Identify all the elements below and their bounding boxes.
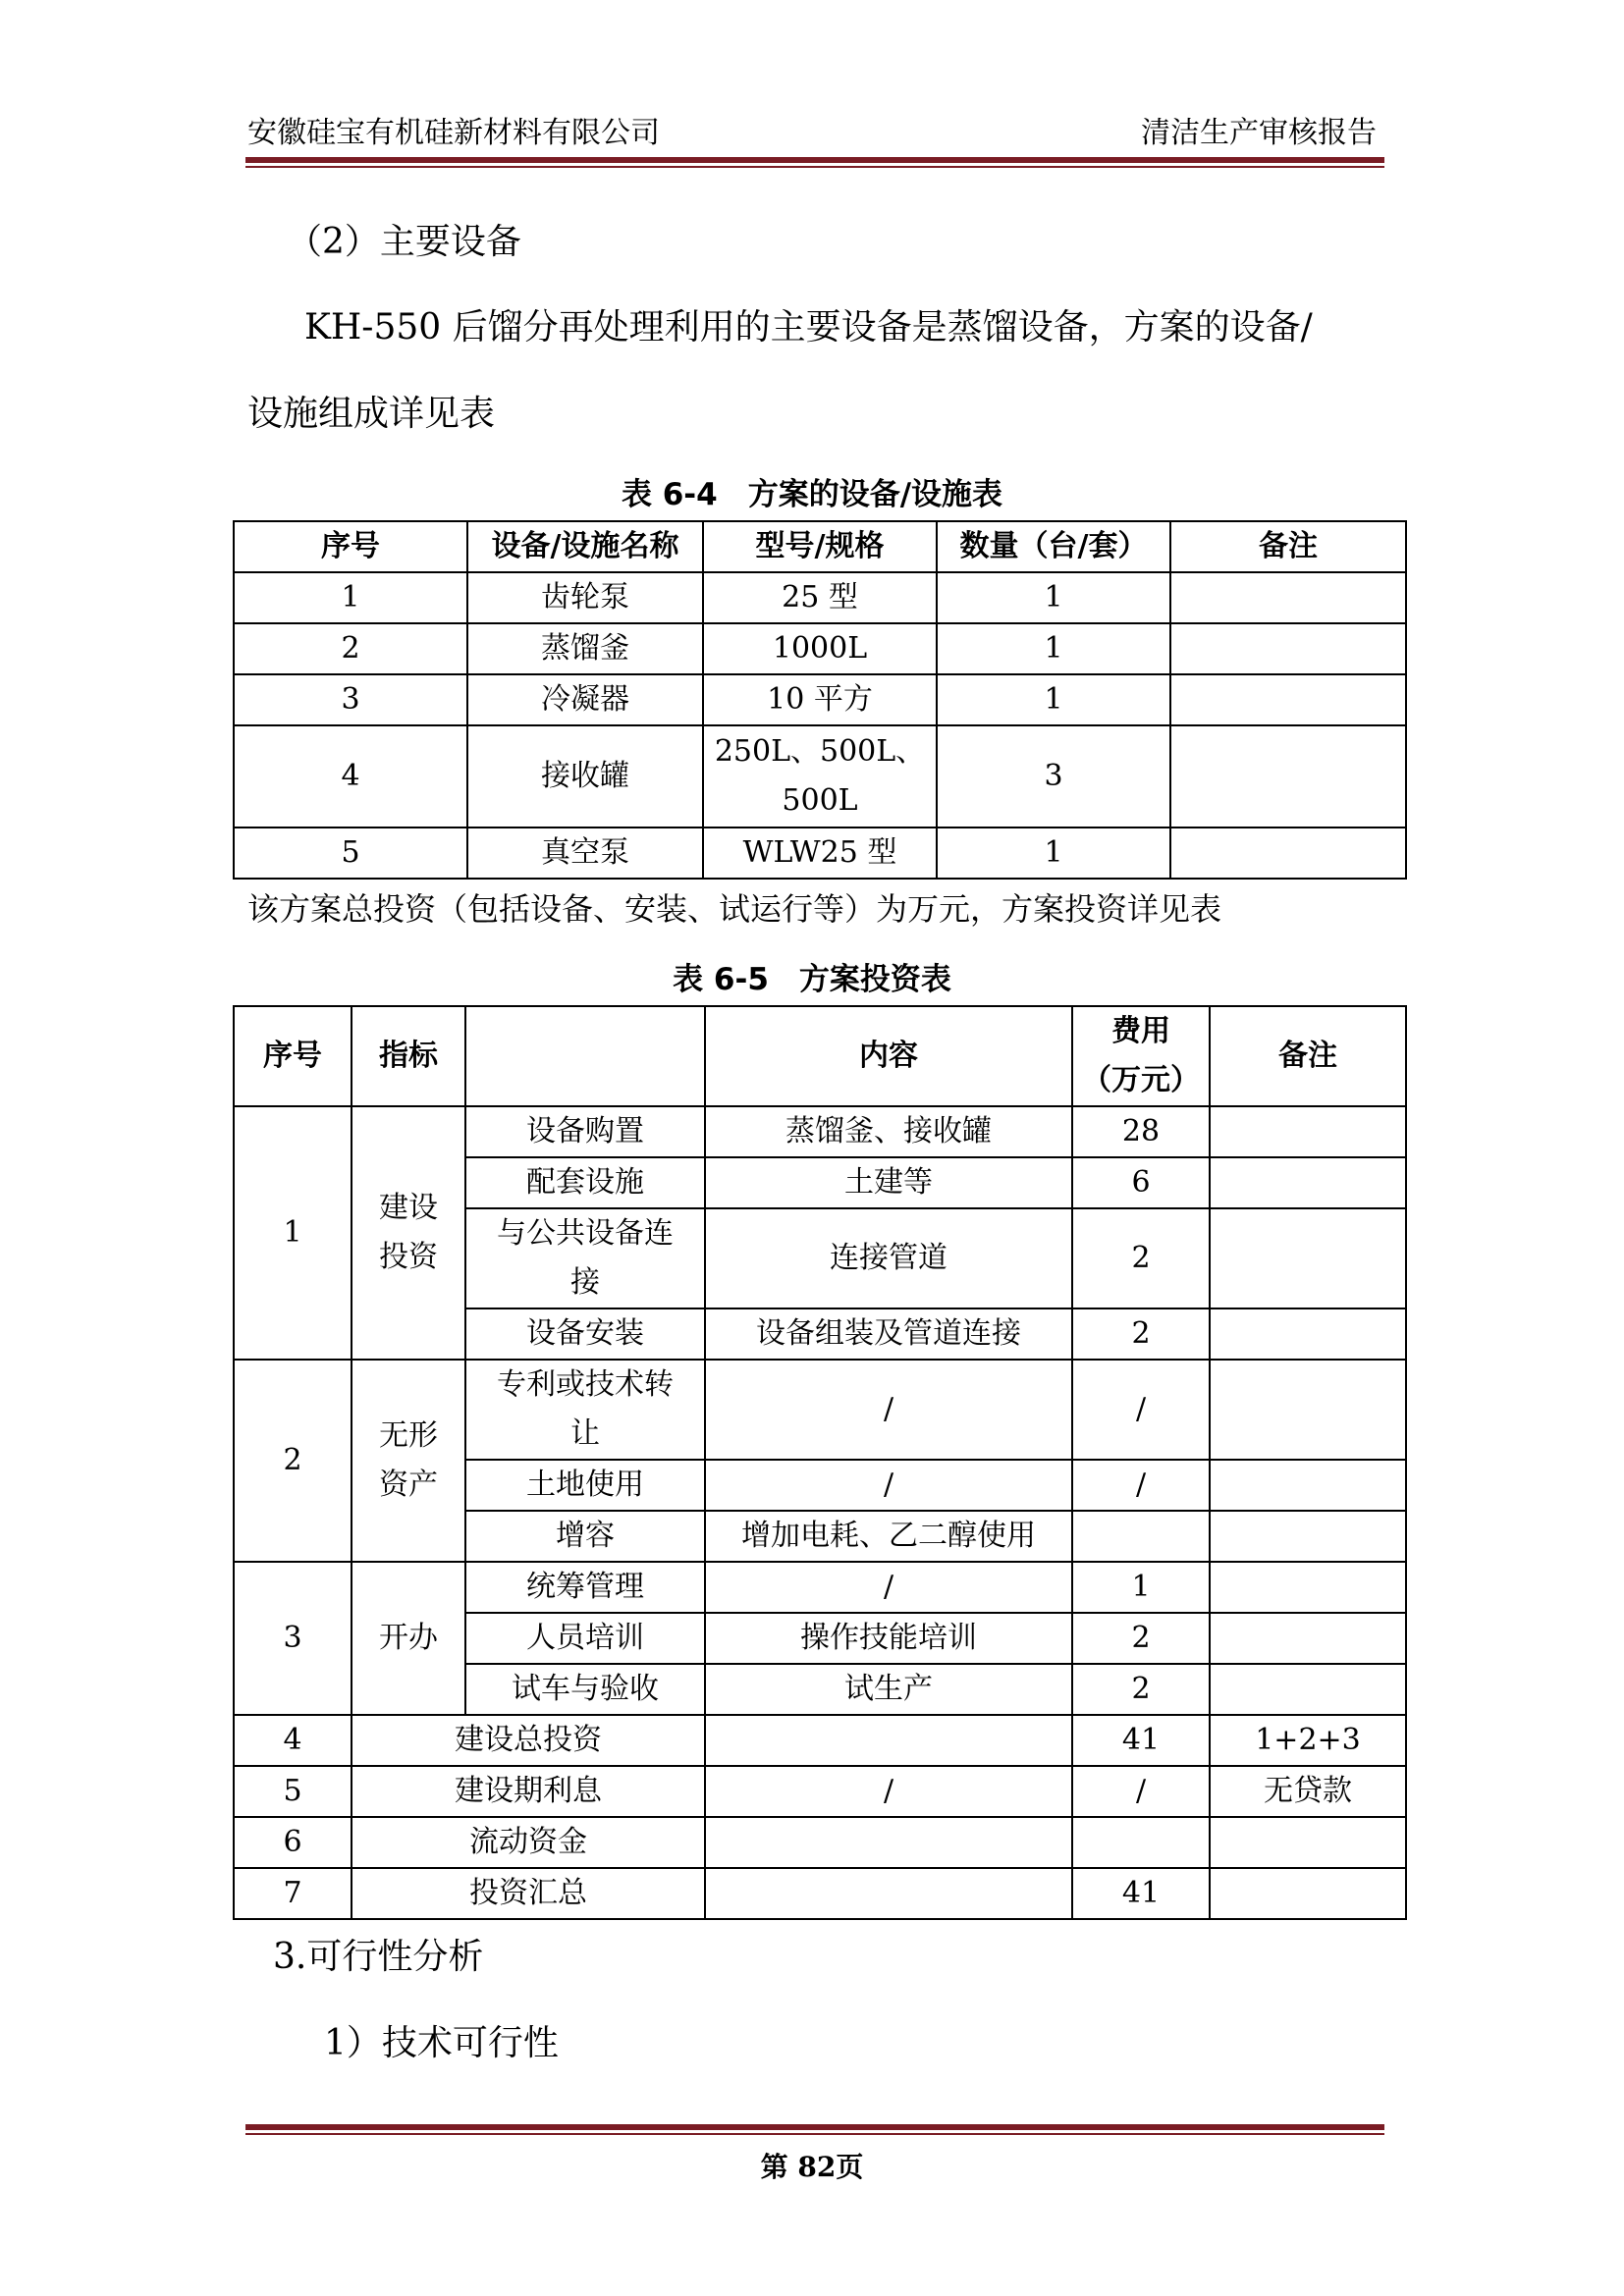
cell-no: 4 bbox=[234, 1715, 352, 1766]
cell-content bbox=[705, 1817, 1072, 1868]
table-row bbox=[234, 1360, 1406, 1460]
cell-content: 试生产 bbox=[705, 1664, 1072, 1715]
col-header-remark: 备注 bbox=[1170, 521, 1406, 572]
cell-remark bbox=[1210, 1308, 1406, 1360]
cell-remark bbox=[1170, 725, 1406, 828]
indicator-line2: 资产 bbox=[379, 1468, 438, 1502]
cell-no: 2 bbox=[234, 1360, 352, 1562]
equipment-paragraph-line2: 设施组成详见表 bbox=[247, 394, 496, 434]
table-row bbox=[234, 725, 1406, 828]
cell-spec: 10 平方 bbox=[703, 674, 937, 725]
cell-cost: 2 bbox=[1072, 1308, 1210, 1360]
cell-item: 投资汇总 bbox=[352, 1868, 705, 1919]
table-header-row bbox=[234, 1006, 1406, 1106]
table-row bbox=[234, 1562, 1406, 1613]
cell-cost: 41 bbox=[1072, 1868, 1210, 1919]
indicator-line1: 无形 bbox=[379, 1418, 438, 1453]
col-header-content: 内容 bbox=[705, 1006, 1072, 1106]
cell-no: 1 bbox=[234, 1106, 352, 1360]
header-report-title: 清洁生产审核报告 bbox=[1141, 116, 1377, 150]
cell-no: 2 bbox=[234, 623, 467, 674]
cell-name: 真空泵 bbox=[467, 828, 703, 879]
cell-remark bbox=[1170, 828, 1406, 879]
col-header-indicator: 指标 bbox=[352, 1006, 465, 1106]
cell-spec-line1: 250L、500L、 bbox=[714, 734, 926, 769]
cell-cost: 2 bbox=[1072, 1664, 1210, 1715]
cell-item bbox=[465, 1208, 705, 1308]
cell-content: 增加电耗、乙二醇使用 bbox=[705, 1511, 1072, 1562]
equipment-paragraph-line1: KH-550 后馏分再处理利用的主要设备是蒸馏设备，方案的设备/ bbox=[304, 307, 1313, 347]
cell-item: 建设总投资 bbox=[352, 1715, 705, 1766]
cell-no: 4 bbox=[234, 725, 467, 828]
item-line2: 让 bbox=[570, 1416, 600, 1451]
cell-no: 7 bbox=[234, 1868, 352, 1919]
col-header-item bbox=[465, 1006, 705, 1106]
cell-item: 建设期利息 bbox=[352, 1766, 705, 1817]
cell-item: 试车与验收 bbox=[465, 1664, 705, 1715]
cell-remark bbox=[1210, 1613, 1406, 1664]
cell-item: 配套设施 bbox=[465, 1157, 705, 1208]
header-rule-thin bbox=[245, 166, 1384, 168]
table-row bbox=[234, 674, 1406, 725]
cell-remark: 无贷款 bbox=[1210, 1766, 1406, 1817]
cell-content: 蒸馏釜、接收罐 bbox=[705, 1106, 1072, 1157]
cell-no: 6 bbox=[234, 1817, 352, 1868]
cell-indicator bbox=[352, 1360, 465, 1562]
cell-cost: / bbox=[1072, 1360, 1210, 1460]
table-row bbox=[234, 1868, 1406, 1919]
col-header-name: 设备/设施名称 bbox=[467, 521, 703, 572]
item-line1: 专利或技术转 bbox=[497, 1367, 674, 1402]
cell-remark bbox=[1210, 1562, 1406, 1613]
cell-remark: 1+2+3 bbox=[1210, 1715, 1406, 1766]
cell-spec: WLW25 型 bbox=[703, 828, 937, 879]
cell-content: / bbox=[705, 1460, 1072, 1511]
cell-no: 1 bbox=[234, 572, 467, 623]
cell-name: 接收罐 bbox=[467, 725, 703, 828]
cell-qty: 1 bbox=[937, 828, 1170, 879]
cell-content: / bbox=[705, 1360, 1072, 1460]
cell-content: 连接管道 bbox=[705, 1208, 1072, 1308]
col-header-no: 序号 bbox=[234, 1006, 352, 1106]
cell-remark bbox=[1210, 1664, 1406, 1715]
cell-name: 冷凝器 bbox=[467, 674, 703, 725]
cell-remark bbox=[1210, 1208, 1406, 1308]
cell-content bbox=[705, 1868, 1072, 1919]
cell-item: 统筹管理 bbox=[465, 1562, 705, 1613]
cell-content bbox=[705, 1715, 1072, 1766]
cell-remark bbox=[1210, 1106, 1406, 1157]
cell-content: 土建等 bbox=[705, 1157, 1072, 1208]
equipment-heading: （2）主要设备 bbox=[287, 222, 521, 262]
cell-content: 操作技能培训 bbox=[705, 1613, 1072, 1664]
cell-item: 设备安装 bbox=[465, 1308, 705, 1360]
cell-spec-line2: 500L bbox=[782, 783, 858, 818]
investment-paragraph: 该方案总投资（包括设备、安装、试运行等）为万元，方案投资详见表 bbox=[247, 890, 1222, 928]
cell-spec: 1000L bbox=[703, 623, 937, 674]
page-number: 第 82页 bbox=[760, 2151, 864, 2183]
col-header-spec: 型号/规格 bbox=[703, 521, 937, 572]
table-header-row bbox=[234, 521, 1406, 572]
cost-header-line1: 费用 bbox=[1111, 1014, 1170, 1048]
header-rule bbox=[245, 157, 1384, 163]
col-header-cost bbox=[1072, 1006, 1210, 1106]
feasibility-heading: 3.可行性分析 bbox=[273, 1937, 484, 1977]
table-row bbox=[234, 623, 1406, 674]
cell-item: 设备购置 bbox=[465, 1106, 705, 1157]
cell-remark bbox=[1210, 1360, 1406, 1460]
table1-caption: 表 6-4 方案的设备/设施表 bbox=[621, 477, 1003, 512]
cell-cost: 28 bbox=[1072, 1106, 1210, 1157]
cell-item bbox=[465, 1360, 705, 1460]
cell-indicator bbox=[352, 1106, 465, 1360]
indicator-line1: 建设 bbox=[379, 1191, 438, 1225]
cell-qty: 1 bbox=[937, 623, 1170, 674]
cell-content: / bbox=[705, 1766, 1072, 1817]
table-row bbox=[234, 1715, 1406, 1766]
cell-remark bbox=[1210, 1868, 1406, 1919]
item-line2: 接 bbox=[570, 1265, 600, 1300]
cell-item: 土地使用 bbox=[465, 1460, 705, 1511]
cell-remark bbox=[1210, 1157, 1406, 1208]
cell-qty: 1 bbox=[937, 572, 1170, 623]
indicator-line2: 投资 bbox=[379, 1240, 438, 1274]
col-header-no: 序号 bbox=[234, 521, 467, 572]
cell-spec bbox=[703, 725, 937, 828]
cell-qty: 1 bbox=[937, 674, 1170, 725]
cell-cost: 2 bbox=[1072, 1613, 1210, 1664]
cell-spec: 25 型 bbox=[703, 572, 937, 623]
cell-cost: 41 bbox=[1072, 1715, 1210, 1766]
table-row bbox=[234, 1106, 1406, 1157]
col-header-qty: 数量（台/套） bbox=[937, 521, 1170, 572]
cell-no: 3 bbox=[234, 1562, 352, 1715]
table-row bbox=[234, 828, 1406, 879]
cell-cost bbox=[1072, 1817, 1210, 1868]
cell-item: 流动资金 bbox=[352, 1817, 705, 1868]
cell-no: 5 bbox=[234, 1766, 352, 1817]
cell-remark bbox=[1170, 674, 1406, 725]
cell-cost: 1 bbox=[1072, 1562, 1210, 1613]
cost-header-line2: （万元） bbox=[1082, 1063, 1200, 1097]
cell-indicator: 开办 bbox=[352, 1562, 465, 1715]
footer-rule bbox=[245, 2124, 1384, 2130]
cell-cost: / bbox=[1072, 1766, 1210, 1817]
col-header-remark: 备注 bbox=[1210, 1006, 1406, 1106]
table2-caption: 表 6-5 方案投资表 bbox=[673, 962, 951, 997]
header-company: 安徽硅宝有机硅新材料有限公司 bbox=[247, 116, 660, 150]
investment-table bbox=[233, 1005, 1407, 1920]
cell-remark bbox=[1210, 1460, 1406, 1511]
table-row bbox=[234, 1817, 1406, 1868]
cell-qty: 3 bbox=[937, 725, 1170, 828]
cell-cost: / bbox=[1072, 1460, 1210, 1511]
item-line1: 与公共设备连 bbox=[497, 1216, 674, 1251]
cell-cost: 2 bbox=[1072, 1208, 1210, 1308]
cell-name: 蒸馏釜 bbox=[467, 623, 703, 674]
technical-feasibility-heading: 1）技术可行性 bbox=[324, 2023, 559, 2063]
cell-item: 人员培训 bbox=[465, 1613, 705, 1664]
cell-no: 3 bbox=[234, 674, 467, 725]
cell-remark bbox=[1170, 623, 1406, 674]
cell-remark bbox=[1170, 572, 1406, 623]
cell-content: / bbox=[705, 1562, 1072, 1613]
cell-cost: 6 bbox=[1072, 1157, 1210, 1208]
footer-rule-thin bbox=[245, 2133, 1384, 2135]
cell-cost bbox=[1072, 1511, 1210, 1562]
cell-name: 齿轮泵 bbox=[467, 572, 703, 623]
cell-no: 5 bbox=[234, 828, 467, 879]
table-row bbox=[234, 1766, 1406, 1817]
equipment-table bbox=[233, 520, 1407, 880]
cell-content: 设备组装及管道连接 bbox=[705, 1308, 1072, 1360]
cell-item: 增容 bbox=[465, 1511, 705, 1562]
table-row bbox=[234, 572, 1406, 623]
cell-remark bbox=[1210, 1817, 1406, 1868]
cell-remark bbox=[1210, 1511, 1406, 1562]
